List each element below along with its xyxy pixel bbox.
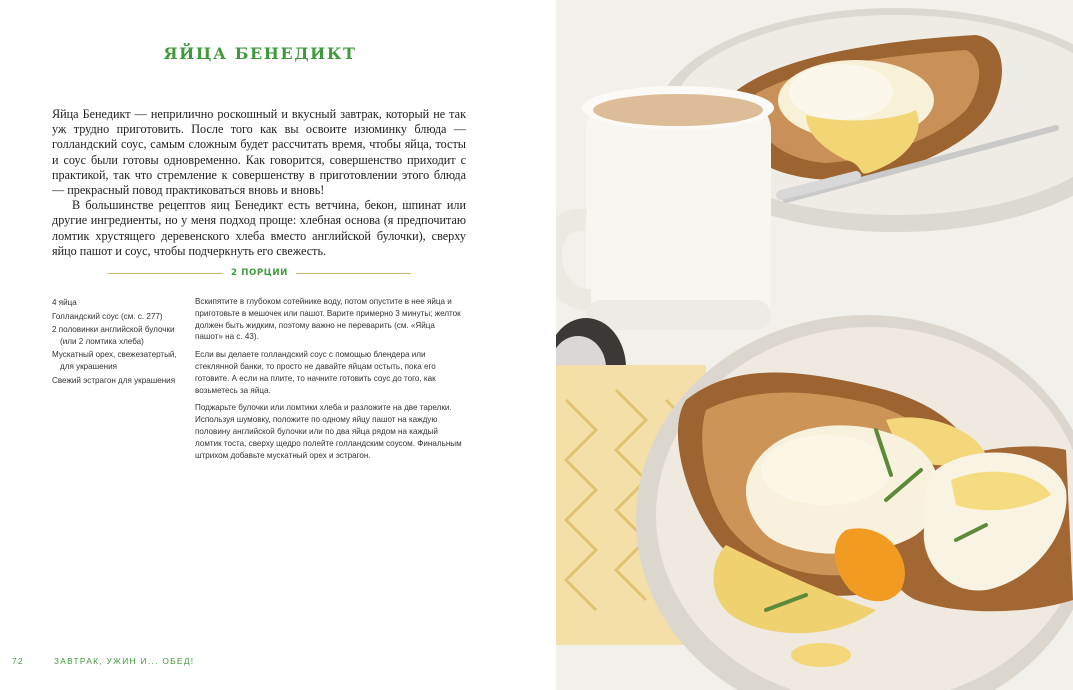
page-number: 72 [12, 656, 24, 666]
intro-paragraph: Яйца Бенедикт — неприлично роскошный и вкусный завтрак, который не так уж трудно приготовить. После того как вы освоите изюминку блюда — голландский соус, самым сложным будет рассчитать время, чтобы яйца, тосты и соус были готовы одновременно. Как говорится, совершенство приходит с практикой, так что стремление к совершенству в приготовлении этого блюда — прекрасный повод практиковаться вновь и вновь! [52, 107, 466, 198]
ingredient-item: 2 половинки английской булочки (или 2 ломтика хлеба) [52, 325, 175, 346]
eggs-benedict-photo [556, 0, 1073, 690]
intro-paragraph: В большинстве рецептов яиц Бенедикт есть ветчина, бекон, шпинат или другие ингредиенты, но у меня подход проще: хлебная основа (я предпочитаю ломтик хрустящего деревенского хлеба вместо английской булочки), сверху яйцо пашот и соус, чтобы подчеркнуть его свежесть. [52, 198, 466, 258]
method-step: Поджарьте булочки или ломтики хлеба и разложите на две тарелки. Используя шумовку, положите по одному яйцу пашот на каждую половину английской булочки или по два яйца рядом на каждый ломтик тоста, сверху щедро полейте голландским соусом. Финальным штрихом добавьте мускатный орех и эстрагон. [195, 403, 462, 460]
intro-text [52, 107, 466, 259]
divider-line-left [108, 273, 223, 274]
food-photo [556, 0, 1073, 690]
method-step: Вскипятите в глубоком сотейнике воду, потом опустите в нее яйца и приготовьте в мешочек или пашот. Варите примерно 3 минуты; желток должен быть жидким, поэтому важно не переварить (см. «Яйца пашот» на с. 43). [195, 297, 461, 342]
ingredients-list [52, 297, 187, 388]
method-step: Если вы делаете голландский соус с помощью блендера или стеклянной банки, то просто не давайте яйцам остыть, пока его готовите. А если на плите, то начните готовить соус до того, как возьметесь за яйца. [195, 350, 436, 395]
page-footer [12, 656, 194, 666]
ingredient-item: 4 яйца [52, 298, 77, 307]
ingredient-item: Мускатный орех, свежезатертый, для украшения [52, 350, 177, 371]
servings-divider [108, 266, 411, 280]
servings-label: 2 ПОРЦИИ [231, 268, 288, 278]
section-title: ЗАВТРАК, УЖИН И... ОБЕД! [53, 656, 195, 666]
divider-line-right [296, 273, 411, 274]
method-steps [195, 296, 465, 467]
ingredient-item: Свежий эстрагон для украшения [52, 375, 176, 385]
recipe-title: ЯЙЦА БЕНЕДИКТ [163, 44, 357, 63]
ingredient-item: Голландский соус (см. с. 277) [52, 311, 163, 321]
